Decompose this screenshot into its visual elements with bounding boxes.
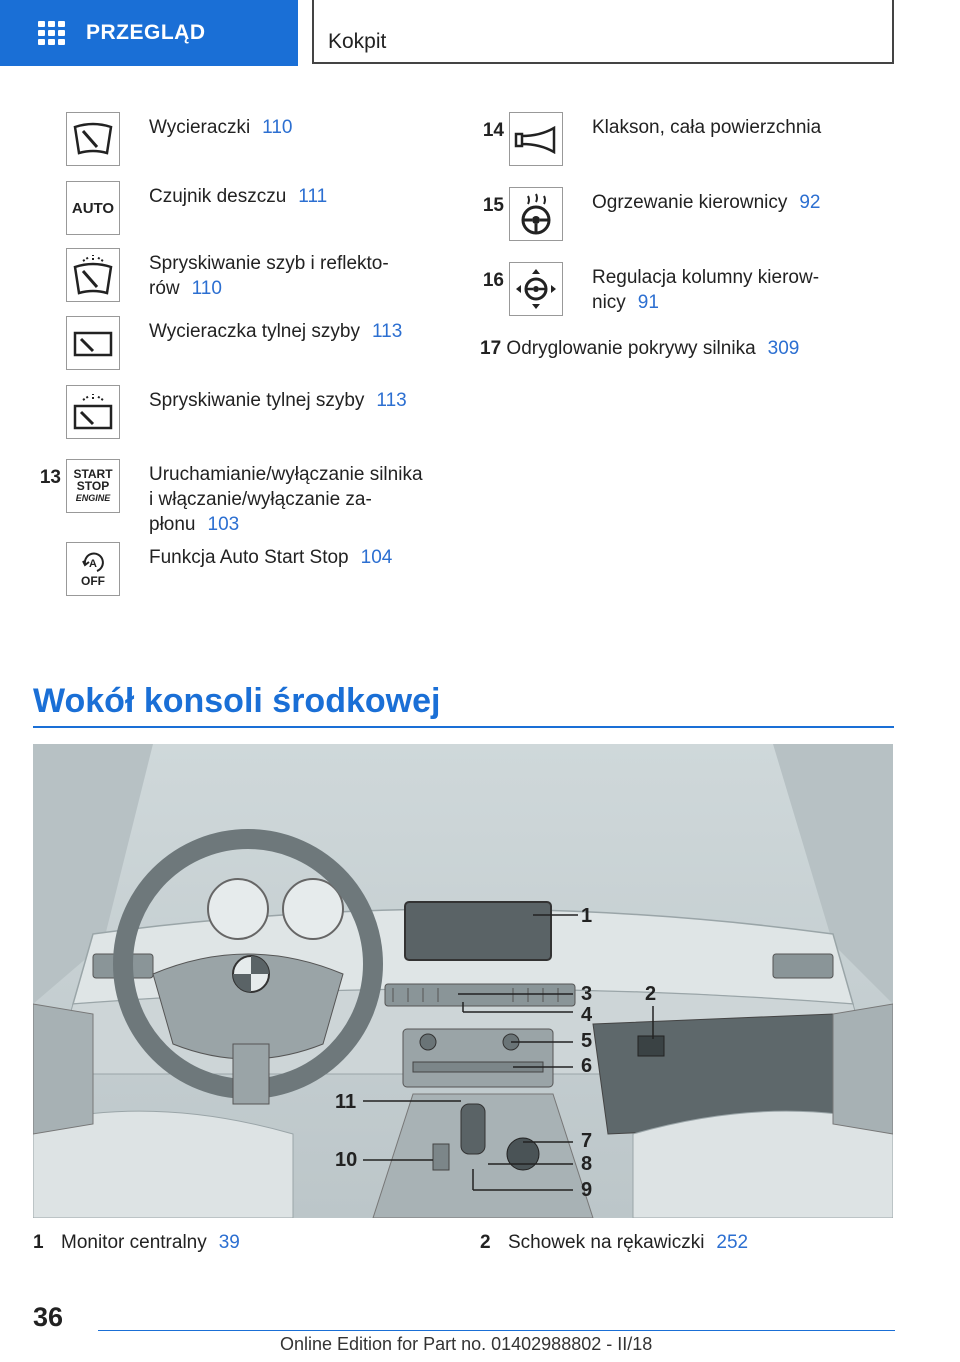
list-item: 14 Klakson, cała powierzchnia (476, 112, 821, 166)
horn-icon (509, 112, 563, 166)
list-item: Spryskiwanie tylnej szyby 113 (33, 385, 407, 439)
list-item: Wycieraczka tylnej szyby 113 (33, 316, 402, 370)
svg-text:A: A (89, 558, 97, 570)
section-divider (33, 726, 894, 728)
page-ref-link[interactable]: 113 (376, 390, 407, 411)
chapter-title: Kokpit (312, 0, 894, 64)
page-ref-link[interactable]: 39 (218, 1232, 240, 1253)
page-ref-link[interactable]: 110 (262, 117, 293, 138)
page-ref-link[interactable]: 92 (799, 192, 821, 213)
page-number: 36 (33, 1302, 64, 1332)
section-tab-label: PRZEGLĄD (86, 21, 206, 44)
callout-1: 1 (581, 905, 593, 927)
auto-rain-sensor-icon: AUTO (66, 181, 120, 235)
page-ref-link[interactable]: 104 (360, 547, 393, 568)
page-ref-link[interactable]: 252 (716, 1232, 749, 1253)
callout-7: 7 (581, 1130, 593, 1152)
list-item: 17 Odryglowanie pokrywy silnika 309 (480, 338, 800, 359)
section-heading: Wokół konsoli środkowej (33, 682, 441, 720)
callout-10: 10 (335, 1149, 358, 1171)
rear-wiper-icon (66, 316, 120, 370)
page-ref-link[interactable]: 110 (191, 278, 222, 299)
footer-divider (98, 1330, 895, 1331)
list-item: A OFF Funkcja Auto Start Stop 104 (33, 542, 392, 596)
page-ref-link[interactable]: 111 (298, 186, 328, 207)
list-item: 16 Regulacja kolumny kierow- nicy 91 (476, 262, 819, 316)
callout-2: 2 (645, 983, 657, 1005)
rear-washer-icon (66, 385, 120, 439)
caption-item: 2 Schowek na rękawiczki 252 (480, 1232, 749, 1253)
windshield-washer-icon (66, 248, 120, 302)
callout-9: 9 (581, 1179, 593, 1201)
dashboard-illustration (33, 744, 893, 1218)
steering-heating-icon (509, 187, 563, 241)
auto-start-stop-off-icon: A OFF (66, 542, 120, 596)
page-ref-link[interactable]: 309 (767, 338, 800, 359)
list-item: Wycieraczki 110 (33, 112, 292, 166)
callout-3: 3 (581, 983, 593, 1005)
start-stop-engine-icon: START STOP ENGINE (66, 459, 120, 513)
page-ref-link[interactable]: 103 (207, 514, 240, 535)
list-item: Spryskiwanie szyb i reflekto- rów 110 (33, 248, 389, 302)
page-ref-link[interactable]: 91 (637, 292, 659, 313)
callout-11: 11 (335, 1091, 357, 1113)
callout-5: 5 (581, 1030, 593, 1052)
windshield-wiper-icon (66, 112, 120, 166)
callout-8: 8 (581, 1153, 593, 1175)
page-ref-link[interactable]: 113 (372, 321, 403, 342)
list-item: 15 Ogrzewanie kierownicy 92 (476, 187, 821, 241)
steering-column-adjust-icon (509, 262, 563, 316)
edition-footer: Online Edition for Part no. 01402988802 - II/18 (280, 1334, 653, 1354)
caption-item: 1 Monitor centralny 39 (33, 1232, 240, 1253)
callout-4: 4 (581, 1004, 593, 1026)
list-item: 13 START STOP ENGINE Uruchamianie/wyłączanie silnika i włączanie/wyłączanie za- płonu 103 (33, 459, 423, 537)
grid-menu-icon (38, 21, 66, 45)
section-tab[interactable] (0, 0, 298, 66)
callout-6: 6 (581, 1055, 593, 1077)
list-item: AUTO Czujnik deszczu 111 (33, 181, 327, 235)
